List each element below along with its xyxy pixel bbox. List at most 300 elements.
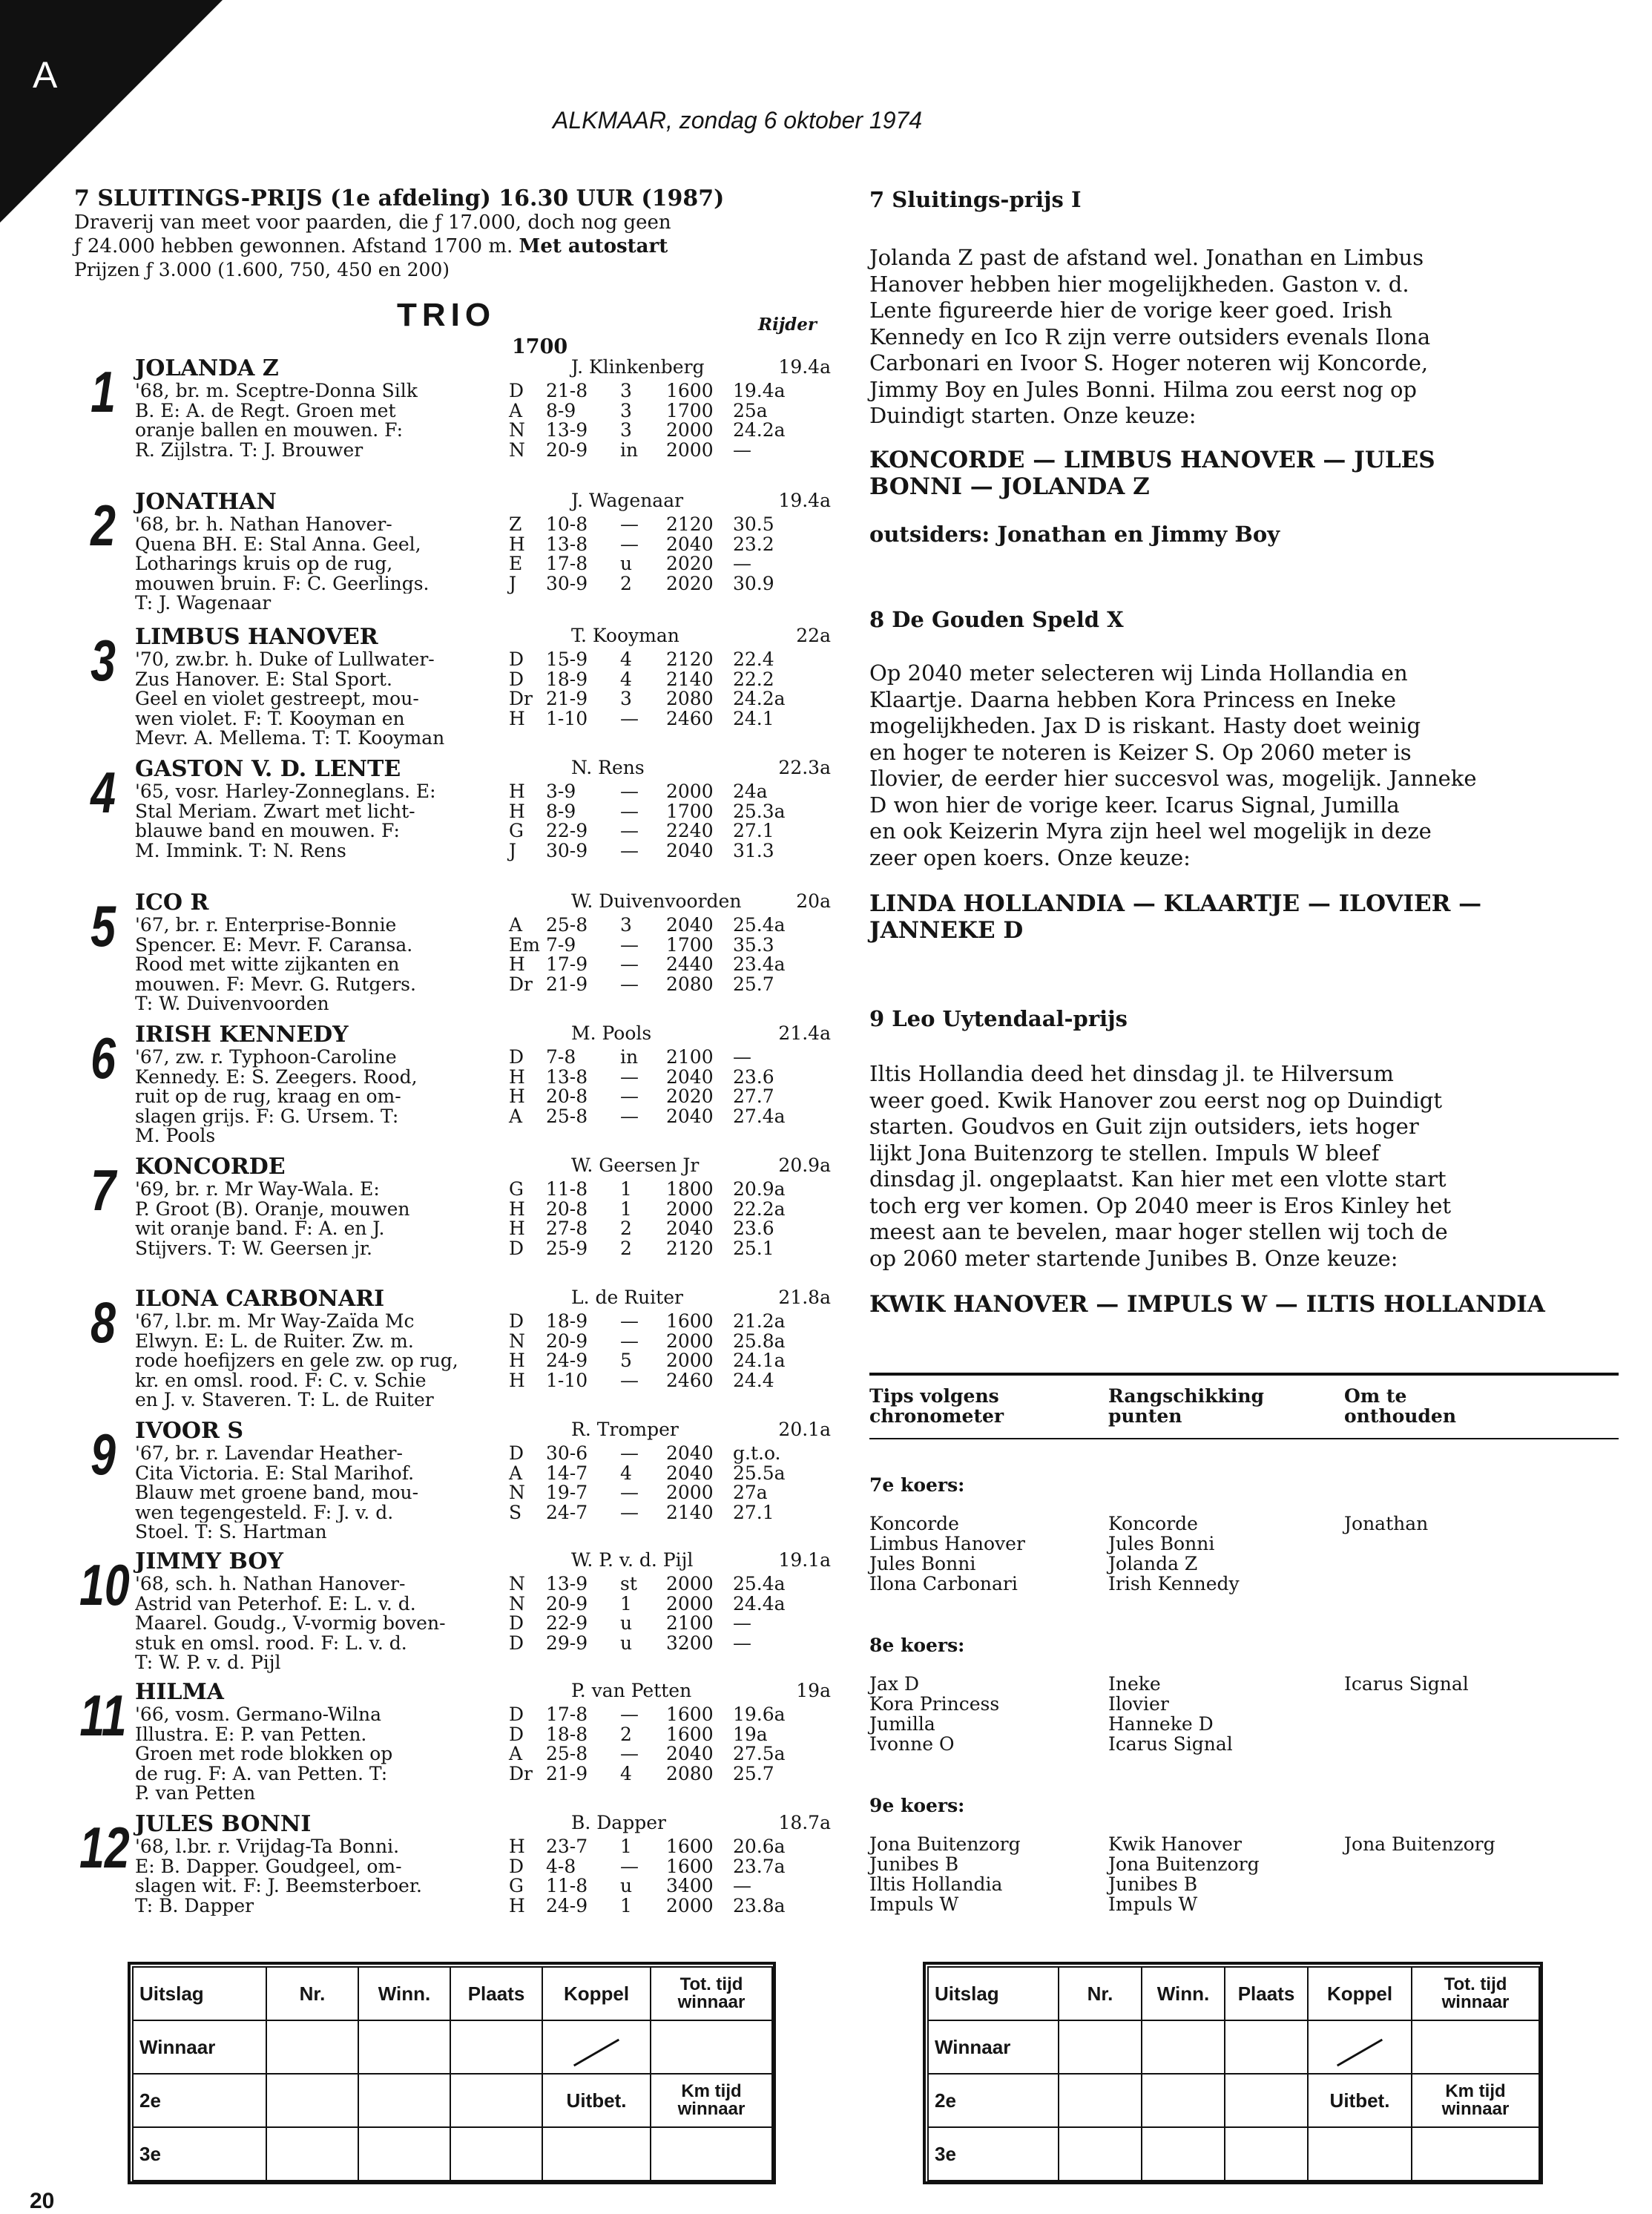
tips-entry: Limbus Hanover	[869, 1533, 1025, 1554]
horse-name: LIMBUS HANOVER	[135, 624, 378, 650]
form-date: 21-8	[546, 380, 588, 401]
horse-desc-line: M. Pools	[135, 1126, 216, 1146]
horse-desc-line: Spencer. E: Mevr. F. Caransa.	[135, 935, 413, 955]
tips-entry: Icarus Signal	[1108, 1733, 1233, 1755]
divider	[869, 1438, 1619, 1439]
form-time: 35.3	[733, 933, 774, 956]
input-cell[interactable]	[1059, 2127, 1142, 2181]
input-cell[interactable]	[266, 2020, 358, 2074]
form-date: 8-9	[546, 800, 576, 822]
input-cell[interactable]	[266, 2127, 358, 2181]
race-desc-line	[74, 234, 831, 258]
form-row	[509, 401, 850, 421]
table-header-cell: Nr.	[1059, 1967, 1142, 2020]
horse-entry	[74, 1286, 831, 1410]
horse-rating: 19.4a	[778, 490, 831, 511]
form-date: 3-9	[546, 781, 576, 802]
tips-col-onthouden	[1344, 1386, 1456, 1426]
form-track: H	[509, 1065, 525, 1088]
input-cell[interactable]	[450, 2020, 542, 2074]
horse-desc-line: Mevr. A. Mellema. T: T. Kooyman	[135, 729, 445, 749]
form-row	[509, 1725, 850, 1745]
form-row	[509, 554, 850, 574]
form-place: —	[620, 1369, 639, 1391]
row-label: Winnaar	[133, 2020, 266, 2074]
input-cell[interactable]	[1059, 2020, 1142, 2074]
input-cell[interactable]	[1412, 2127, 1539, 2181]
horse-desc-line: Zus Hanover. E: Stal Sport.	[135, 669, 392, 689]
table-row	[133, 2127, 772, 2181]
horse-desc-line: Blauw met groene band, mou-	[135, 1483, 419, 1503]
table-header-cell: Uitslag	[133, 1967, 266, 2020]
race-description	[74, 211, 831, 258]
text-line: Jolanda Z past de afstand wel. Jonathan en Limbus	[869, 245, 1424, 270]
table-header-cell: Koppel	[1308, 1967, 1412, 2020]
form-distance: 1700	[666, 933, 714, 956]
horse-entry	[74, 1679, 831, 1804]
table-header-cell: Uitslag	[928, 1967, 1059, 2020]
form-row	[509, 1464, 850, 1484]
tips-section-label: 8e koers:	[869, 1635, 965, 1656]
form-distance: 2040	[666, 533, 714, 555]
form-place: —	[620, 800, 639, 822]
form-place: 1	[620, 1894, 632, 1916]
form-date: 22-9	[546, 1612, 588, 1634]
horse-desc-line: Stoel. T: S. Hartman	[135, 1522, 327, 1543]
tips-entry: Junibes B	[869, 1853, 959, 1875]
form-time: 19.4a	[733, 380, 786, 401]
form-place: 4	[620, 1462, 632, 1484]
tips-entry: Koncorde	[869, 1513, 959, 1534]
race-7-text	[869, 245, 1619, 430]
input-cell[interactable]	[266, 2074, 358, 2127]
form-date: 30-9	[546, 839, 588, 861]
slash-mark	[573, 2038, 619, 2066]
form-distance: 2040	[666, 1442, 714, 1464]
table-header-row	[928, 1967, 1539, 2020]
form-track: D	[509, 1237, 524, 1259]
input-cell[interactable]	[1308, 2127, 1412, 2181]
form-distance: 2120	[666, 513, 714, 535]
text-line: Kennedy en Ico R zijn verre outsiders evenals Ilona	[869, 323, 1431, 349]
result-table	[132, 1966, 773, 2181]
form-row	[509, 1371, 850, 1391]
horse-number: 11	[79, 1683, 127, 1748]
form-track: N	[509, 1573, 525, 1594]
form-track: A	[509, 1462, 523, 1484]
form-track: H	[509, 1350, 525, 1371]
form-place: 3	[620, 914, 632, 936]
form-time: 27.5a	[733, 1743, 786, 1764]
horse-number: 12	[79, 1815, 130, 1880]
horse-name: IVOOR S	[135, 1418, 244, 1444]
horse-desc-line: T: B. Dapper	[135, 1896, 254, 1916]
page-number: 20	[30, 2189, 55, 2213]
input-cell[interactable]	[358, 2020, 450, 2074]
text-line: en hoger te noteren is Keizer S. Op 2060 meter is	[869, 739, 1412, 765]
form-track: N	[509, 438, 525, 461]
form-row	[509, 1312, 850, 1332]
horse-name: ICO R	[135, 890, 209, 916]
form-time: 25.4a	[733, 914, 786, 936]
horse-desc-line: R. Zijlstra. T: J. Brouwer	[135, 440, 363, 460]
form-date: 17-8	[546, 553, 588, 574]
text-line: JANNEKE D	[869, 917, 1024, 944]
tips-col-header: punten	[1108, 1405, 1182, 1427]
form-place: —	[620, 953, 639, 975]
form-track: E	[509, 553, 523, 574]
form-distance: 2000	[666, 1592, 714, 1614]
form-row	[509, 782, 850, 802]
tips-col-chrono	[869, 1386, 1004, 1426]
input-cell[interactable]	[1059, 2074, 1142, 2127]
horse-desc-line: Illustra. E: P. van Petten.	[135, 1724, 367, 1744]
horse-rider: N. Rens	[571, 757, 645, 778]
tips-entry: Kwik Hanover	[1108, 1833, 1242, 1855]
form-time: 23.6	[733, 1218, 774, 1239]
form-date: 20-9	[546, 438, 588, 461]
tips-entry: Jona Buitenzorg	[1108, 1853, 1260, 1875]
form-place: —	[620, 1482, 639, 1503]
race-7-outsiders: outsiders: Jonathan en Jimmy Boy	[869, 522, 1280, 547]
form-track: D	[509, 1442, 524, 1464]
horse-name: GASTON V. D. LENTE	[135, 756, 401, 782]
form-distance: 2440	[666, 953, 714, 975]
form-row	[509, 841, 850, 861]
horse-desc-line: '68, sch. h. Nathan Hanover-	[135, 1574, 406, 1594]
form-date: 11-8	[546, 1875, 588, 1896]
tips-entry: Jonathan	[1344, 1513, 1429, 1534]
row-label: 3e	[133, 2127, 266, 2181]
text-line: Carbonari en Ivoor S. Hoger noteren wij Koncorde,	[869, 350, 1429, 375]
tips-section-label: 9e koers:	[869, 1795, 965, 1816]
form-time: 24.2a	[733, 688, 786, 709]
form-time: 20.9a	[733, 1178, 786, 1200]
horse-form	[509, 1312, 850, 1390]
input-cell[interactable]	[1225, 2074, 1308, 2127]
form-time: —	[733, 438, 751, 461]
race-desc-line: Draverij van meet voor paarden, die ƒ 17.000, doch nog geen	[74, 211, 671, 234]
table-header-cell: Plaats	[450, 1967, 542, 2020]
horse-entry	[74, 890, 831, 1014]
uitbet-cell: Uitbet.	[1308, 2074, 1412, 2127]
table-header-row	[133, 1967, 772, 2020]
form-time: 22.4	[733, 648, 774, 670]
form-place: —	[620, 781, 639, 802]
tips-entry: Jax D	[869, 1673, 920, 1695]
form-place: 1	[620, 1592, 632, 1614]
form-time: 24.1a	[733, 1350, 786, 1371]
horse-desc-line: T: W. P. v. d. Pijl	[135, 1653, 281, 1673]
form-row	[509, 955, 850, 975]
form-time: 27.1	[733, 820, 774, 841]
horse-desc-line: blauwe band en mouwen. F:	[135, 821, 400, 841]
table-row	[928, 2127, 1539, 2181]
form-time: 27a	[733, 1482, 768, 1503]
autostart-text: Met autostart	[519, 235, 668, 257]
form-distance: 2000	[666, 438, 714, 461]
horse-rider: W. Geersen Jr	[571, 1154, 700, 1176]
horse-number: 3	[91, 628, 116, 693]
input-cell[interactable]	[1142, 2020, 1225, 2074]
form-time: 25a	[733, 399, 768, 421]
text-line: Iltis Hollandia deed het dinsdag jl. te Hilversum	[869, 1061, 1394, 1086]
horse-entry	[74, 356, 831, 475]
horse-entry	[74, 1154, 831, 1273]
horse-desc-line: M. Immink. T: N. Rens	[135, 841, 346, 861]
form-track: D	[509, 1612, 524, 1634]
form-track: A	[509, 1743, 523, 1764]
horse-rating: 19a	[796, 1680, 831, 1701]
horse-desc-line: Astrid van Peterhof. E: L. v. d.	[135, 1594, 416, 1614]
form-row	[509, 1896, 850, 1916]
horse-name: ILONA CARBONARI	[135, 1286, 385, 1312]
form-place: 2	[620, 1218, 632, 1239]
form-place: 4	[620, 648, 632, 670]
form-track: D	[509, 1310, 524, 1332]
horse-desc-line: wen violet. F: T. Kooyman en	[135, 709, 405, 729]
horse-desc-line: P. van Petten	[135, 1784, 256, 1804]
form-place: —	[620, 933, 639, 956]
form-track: H	[509, 1894, 525, 1916]
form-row	[509, 421, 850, 441]
horse-rider: J. Klinkenberg	[571, 356, 705, 378]
input-cell[interactable]	[1225, 2020, 1308, 2074]
form-row	[509, 1744, 850, 1764]
input-cell[interactable]	[358, 2127, 450, 2181]
horse-desc-line: wen tegengesteld. F: J. v. d.	[135, 1502, 394, 1522]
row-label: 3e	[928, 2127, 1059, 2181]
form-distance: 1800	[666, 1178, 714, 1200]
input-cell[interactable]	[651, 2020, 772, 2074]
form-place: u	[620, 1612, 633, 1634]
form-date: 24-7	[546, 1501, 588, 1523]
horse-name: JONATHAN	[135, 489, 277, 515]
horse-rating: 20.1a	[778, 1419, 831, 1440]
form-distance: 2000	[666, 1330, 714, 1352]
horse-rating: 22a	[796, 625, 831, 646]
tips-entry: Jona Buitenzorg	[1344, 1833, 1495, 1855]
form-date: 17-9	[546, 953, 588, 975]
horse-rating: 22.3a	[778, 757, 831, 778]
form-track: H	[509, 533, 525, 555]
tips-entry: Ivonne O	[869, 1733, 955, 1755]
form-row	[509, 802, 850, 822]
form-place: —	[620, 1065, 639, 1088]
slash-mark	[1337, 2038, 1383, 2066]
form-date: 30-6	[546, 1442, 588, 1464]
row-label: 2e	[928, 2074, 1059, 2127]
horse-name: JOLANDA Z	[135, 355, 279, 381]
horse-desc-line: '69, br. r. Mr Way-Wala. E:	[135, 1180, 380, 1200]
input-cell[interactable]	[358, 2074, 450, 2127]
form-distance: 2040	[666, 1743, 714, 1764]
form-distance: 2040	[666, 1218, 714, 1239]
horse-rating: 19.4a	[778, 356, 831, 378]
tips-entry: Irish Kennedy	[1108, 1573, 1240, 1594]
form-date: 20-8	[546, 1198, 588, 1220]
text-line: zeer open koers. Onze keuze:	[869, 844, 1191, 870]
horse-rating: 20a	[796, 890, 831, 912]
horse-number: 4	[91, 760, 116, 825]
horse-desc-line: slagen grijs. F: G. Ursem. T:	[135, 1106, 399, 1126]
form-distance: 2000	[666, 1573, 714, 1594]
horse-name: JULES BONNI	[135, 1811, 312, 1837]
tips-entry: Ilona Carbonari	[869, 1573, 1018, 1594]
tips-entry: Iltis Hollandia	[869, 1873, 1003, 1895]
form-distance: 2020	[666, 1085, 714, 1107]
form-track: H	[509, 1085, 525, 1107]
form-time: 23.2	[733, 533, 774, 555]
horse-desc-line: '67, l.br. m. Mr Way-Zaïda Mc	[135, 1312, 415, 1332]
form-place: 3	[620, 380, 632, 401]
section-letter: A	[33, 54, 58, 96]
form-row	[509, 1764, 850, 1784]
horse-desc-line: E: B. Dapper. Goudgeel, om-	[135, 1856, 402, 1876]
tips-entry: Impuls W	[1108, 1893, 1198, 1915]
form-track: J	[509, 839, 517, 861]
form-time: 30.9	[733, 572, 774, 594]
form-place: in	[620, 438, 639, 461]
form-row	[509, 689, 850, 709]
form-distance: 1600	[666, 1836, 714, 1857]
form-time: 24.4a	[733, 1592, 786, 1614]
table-header-cell: Winn.	[1142, 1967, 1225, 2020]
form-distance: 2040	[666, 1105, 714, 1127]
form-time: 21.2a	[733, 1310, 786, 1332]
form-place: 1	[620, 1836, 632, 1857]
text-line: lijkt Jona Buitenzorg te stellen. Impuls W bleef	[869, 1140, 1380, 1166]
form-row	[509, 1705, 850, 1725]
form-time: 25.7	[733, 1762, 774, 1784]
form-distance: 2040	[666, 1065, 714, 1088]
form-track: D	[509, 1632, 524, 1654]
input-cell[interactable]	[1225, 2127, 1308, 2181]
text-line: KWIK HANOVER — IMPULS W — ILTIS HOLLANDIA	[869, 1291, 1545, 1318]
form-track: Z	[509, 513, 522, 535]
form-row	[509, 975, 850, 995]
form-distance: 2040	[666, 1462, 714, 1484]
form-time: 27.7	[733, 1085, 774, 1107]
form-place: —	[620, 973, 639, 995]
form-place: —	[620, 1310, 639, 1332]
form-date: 25-8	[546, 1105, 588, 1127]
horse-entry	[74, 489, 831, 614]
input-cell[interactable]	[1142, 2074, 1225, 2127]
horse-entry	[74, 1548, 831, 1673]
form-row	[509, 1065, 850, 1088]
form-time: 23.8a	[733, 1894, 786, 1916]
tips-entry: Ineke	[1108, 1673, 1161, 1695]
input-cell[interactable]	[1142, 2127, 1225, 2181]
dateline: ALKMAAR, zondag 6 oktober 1974	[553, 107, 923, 134]
race-7-heading: 7 Sluitings-prijs I	[869, 187, 1082, 212]
distance-heading: 1700	[512, 335, 568, 358]
input-cell[interactable]	[651, 2127, 772, 2181]
table-header-cell: Tot. tijd winnaar	[651, 1967, 772, 2020]
form-distance: 2000	[666, 1350, 714, 1371]
form-time: 23.6	[733, 1065, 774, 1088]
horse-desc-line: T: W. Duivenvoorden	[135, 994, 329, 1014]
horse-rider: R. Tromper	[571, 1419, 679, 1440]
table-row	[928, 2074, 1539, 2127]
form-track: D	[509, 1855, 524, 1877]
text-line: Hanover hebben hier mogelijkheden. Gaston v. d.	[869, 271, 1409, 297]
horse-desc-line: Lotharings kruis op de rug,	[135, 554, 393, 574]
race-prizes: Prijzen ƒ 3.000 (1.600, 750, 450 en 200)	[74, 259, 450, 280]
horse-desc-line: Rood met witte zijkanten en	[135, 955, 400, 975]
horse-desc-line: '68, br. m. Sceptre-Donna Silk	[135, 381, 418, 401]
form-track: A	[509, 399, 523, 421]
race-8-heading: 8 De Gouden Speld X	[869, 607, 1124, 632]
form-track: Dr	[509, 688, 533, 709]
form-track: G	[509, 1875, 524, 1896]
form-date: 23-7	[546, 1836, 588, 1857]
horse-name: IRISH KENNEDY	[135, 1022, 349, 1048]
uitbet-cell: Uitbet.	[542, 2074, 651, 2127]
form-date: 17-8	[546, 1704, 588, 1725]
form-distance: 2000	[666, 1894, 714, 1916]
form-distance: 2120	[666, 1237, 714, 1259]
input-cell[interactable]	[1412, 2020, 1539, 2074]
form-date: 29-9	[546, 1632, 588, 1654]
form-date: 21-9	[546, 973, 588, 995]
horse-desc-line: '67, br. r. Lavendar Heather-	[135, 1444, 403, 1464]
form-time: 25.3a	[733, 800, 786, 822]
row-label: 2e	[133, 2074, 266, 2127]
form-distance: 2240	[666, 820, 714, 841]
km-tijd-cell: Km tijd winnaar	[1412, 2074, 1539, 2127]
row-label: Winnaar	[928, 2020, 1059, 2074]
form-date: 21-9	[546, 688, 588, 709]
form-place: —	[620, 513, 639, 535]
form-row	[509, 1876, 850, 1896]
form-date: 20-9	[546, 1592, 588, 1614]
horse-desc-line: oranje ballen en mouwen. F:	[135, 421, 404, 441]
tips-col-header: Rangschikking	[1108, 1385, 1264, 1407]
race-7-choice	[869, 447, 1435, 500]
input-cell[interactable]	[450, 2127, 542, 2181]
horse-number: 1	[91, 359, 116, 424]
form-track: N	[509, 1330, 525, 1352]
form-distance: 1700	[666, 399, 714, 421]
text-line: Lente figureerde hier de vorige keer goed. Irish	[869, 298, 1393, 323]
form-time: 25.8a	[733, 1330, 786, 1352]
form-distance: 1600	[666, 1704, 714, 1725]
input-cell[interactable]	[450, 2074, 542, 2127]
input-cell[interactable]	[542, 2127, 651, 2181]
form-time: 25.1	[733, 1237, 774, 1259]
race-9-text	[869, 1061, 1619, 1272]
form-distance: 2140	[666, 668, 714, 690]
rider-column-label: Rijder	[758, 315, 817, 335]
text-line: Klaartje. Daarna hebben Kora Princess en Ineke	[869, 686, 1397, 712]
form-row	[509, 933, 850, 956]
form-row	[509, 1048, 850, 1068]
form-place: 3	[620, 688, 632, 709]
form-place: 2	[620, 1723, 632, 1745]
form-row	[509, 650, 850, 670]
horse-entry	[74, 624, 831, 749]
horse-desc-line: '67, zw. r. Typhoon-Caroline	[135, 1048, 397, 1068]
horse-desc-line: ruit op de rug, kraag en om-	[135, 1087, 401, 1107]
form-track: D	[509, 1046, 524, 1068]
form-row	[509, 1614, 850, 1634]
horse-desc-line: en J. v. Staveren. T: L. de Ruiter	[135, 1390, 434, 1410]
horse-desc-line: de rug. F: A. van Petten. T:	[135, 1764, 388, 1784]
tips-col-header: onthouden	[1344, 1405, 1456, 1427]
tips-col-punten	[1108, 1386, 1264, 1426]
